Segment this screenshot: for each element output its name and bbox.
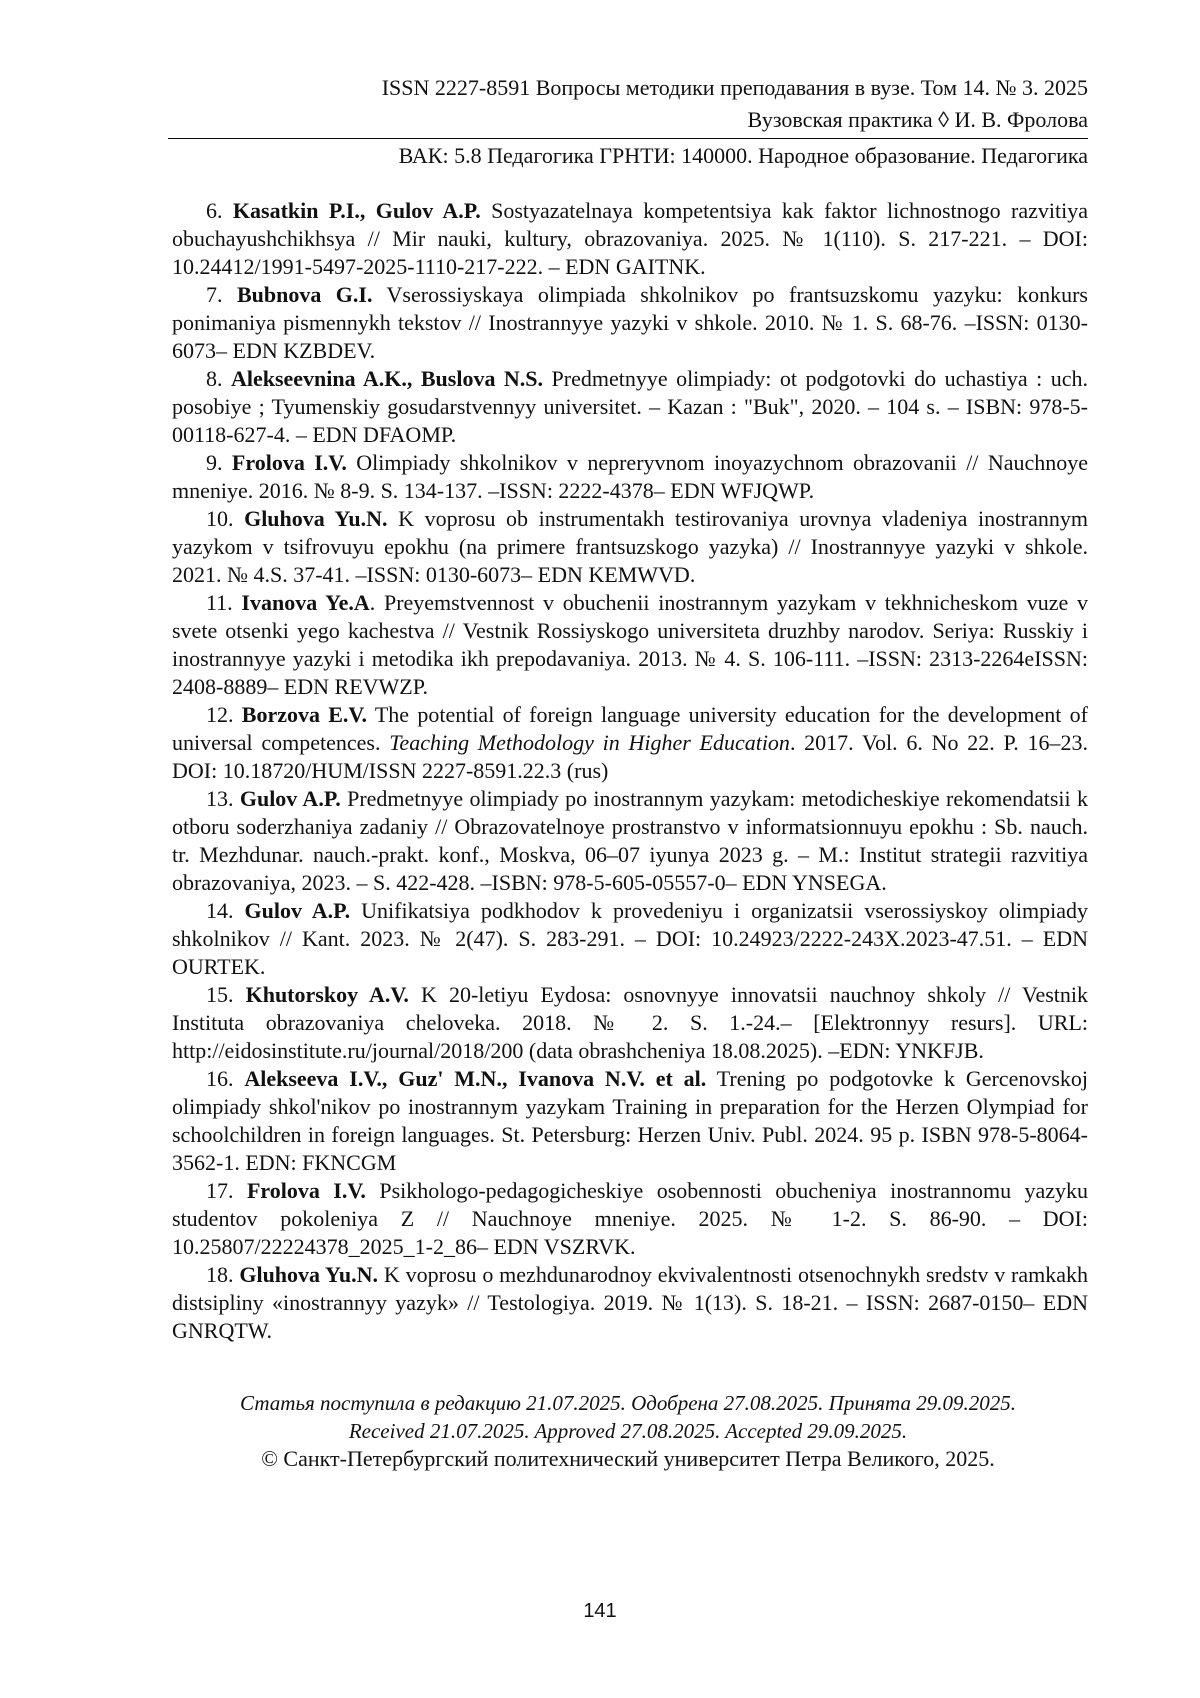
reference-item	[172, 1065, 1088, 1177]
reference-item	[172, 449, 1088, 505]
reference-text: Sostyazatelnaya kompetentsiya kak faktor lichnostnogo razvitiya obuchayushchikhsya // Mir nauki, kultury, obrazovaniya. 2025. № 1(110). S. 217-221. – DOI: 10.24412/1991-5497-2025-1110-217-222. – EDN GAITNK.	[172, 198, 1088, 279]
reference-text: The potential of foreign language university education for the development of universal competences.	[172, 702, 1088, 755]
header-divider	[168, 138, 1088, 139]
reference-text: Trening po podgotovke k Gercenovskoj olimpiady shkol'nikov po inostrannym yazykam Training in preparation for the Herzen Olympiad for schoolchildren in foreign languages. St. Petersburg: Herzen Univ. Publ. 2024. 95 p. ISBN 978-5-8064-3562-1. EDN: FKNCGM	[172, 1066, 1089, 1175]
reference-authors: Gluhova Yu.N.	[239, 1262, 379, 1287]
received-ru: Статья поступила в редакцию 21.07.2025. Одобрена 27.08.2025. Принята 29.09.2025.	[240, 1391, 1016, 1415]
journal-line: ISSN 2227-8591 Вопросы методики преподавания в вузе. Том 14. № 3. 2025	[381, 75, 1088, 100]
reference-text: Psikhologo-pedagogicheskiye osobennosti obucheniya inostrannomu yazyku studentov pokoleniya Z // Nauchnoye mneniye. 2025. № 1-2. S. 86-90. – DOI: 10.25807/22224378_2025_1-2_86– EDN VSZRVK.	[172, 1178, 1089, 1259]
reference-tail: . 2017. Vol. 6. No 22. P. 16–23. DOI: 10.18720/HUM/ISSN 2227-8591.22.3 (rus)	[172, 730, 1088, 783]
reference-number: 11.	[206, 590, 242, 615]
reference-text: Predmetnyye olimpiady po inostrannym yazykam: metodicheskiye rekomendatsii k otboru soderzhaniya zadaniy // Obrazovatelnoye prostranstvo v informatsionnuyu epokhu : Sb. nauch. tr. Mezhdunar. nauch.-prakt. konf., Moskva, 06–07 iyunya 2023 g. – M.: Institut strategii razvitiya obrazovaniya, 2023. – S. 422-428. –ISBN: 978-5-605-05557-0– EDN YNSEGA.	[172, 786, 1088, 895]
reference-authors: Alekseevnina A.K., Buslova N.S.	[230, 366, 544, 391]
reference-text: K voprosu ob instrumentakh testirovaniya urovnya vladeniya inostrannym yazykom v tsifrovuyu epokhu (na primere frantsuzskogo yazyka) // Inostrannyye yazyki v shkole. 2021. № 4.S. 37-41. –ISSN: 0130-6073– EDN KEMWVD.	[172, 506, 1089, 587]
reference-text: Predmetnyye olimpiady: ot podgotovki do uchastiya : uch. posobiye ; Tyumenskiy gosudarstvennyy universitet. – Kazan : "Buk", 2020. – 104 s. – ISBN: 978-5-00118-627-4. – EDN DFAOMP.	[172, 366, 1088, 447]
reference-number: 7.	[206, 282, 237, 307]
reference-item	[172, 981, 1088, 1065]
reference-authors: Frolova I.V.	[231, 450, 347, 475]
reference-text: K 20-letiyu Eydosa: osnovnyye innovatsii nauchnoy shkoly // Vestnik Instituta obrazovaniya cheloveka. 2018. № 2. S. 1.-24.– [Elektronnyy resurs]. URL: http://eidosinstitute.ru/journal/2018/200 (data obrashcheniya 18.08.2025). –EDN: YNKFJB.	[172, 982, 1089, 1063]
reference-number: 14.	[206, 898, 245, 923]
reference-authors: Gulov A.P.	[244, 898, 351, 923]
reference-item	[172, 505, 1088, 589]
reference-item	[172, 701, 1088, 785]
references-list	[172, 197, 1088, 1345]
reference-number: 9.	[206, 450, 232, 475]
reference-italic: Teaching Methodology in Higher Education	[389, 730, 790, 755]
reference-authors: Gulov A.P.	[239, 786, 341, 811]
reference-text: K voprosu o mezhdunarodnoy ekvivalentnosti otsenochnykh sredstv v ramkakh distsipliny «inostrannyy yazyk» // Testologiya. 2019. № 1(13). S. 18-21. – ISSN: 2687-0150– EDN GNRQTW.	[172, 1262, 1089, 1343]
reference-authors: Khutorskoy A.V.	[245, 982, 409, 1007]
copyright: © Санкт-Петербургский политехнический университет Петра Великого, 2025.	[261, 1446, 995, 1471]
reference-authors: Gluhova Yu.N.	[244, 506, 388, 531]
reference-item	[172, 785, 1088, 897]
reference-number: 13.	[206, 786, 240, 811]
reference-number: 16.	[206, 1066, 245, 1091]
received-en: Received 21.07.2025. Approved 27.08.2025. Accepted 29.09.2025.	[348, 1419, 908, 1443]
reference-authors: Alekseeva I.V., Guz' M.N., Ivanova N.V. et al.	[244, 1066, 707, 1091]
reference-item	[172, 897, 1088, 981]
reference-number: 8.	[206, 366, 231, 391]
reference-number: 12.	[206, 702, 242, 727]
reference-text: . Preyemstvennost v obuchenii inostrannym yazykam v tekhnicheskom vuze v svete otsenki yego kachestva // Vestnik Rossiyskogo universiteta druzhby narodov. Seriya: Russkiy i inostrannyye yazyki i metodika ikh prepodavaniya. 2013. № 4. S. 106-111. –ISSN: 2313-2264eISSN: 2408-8889– EDN REVWZP.	[172, 590, 1088, 699]
reference-text: Unifikatsiya podkhodov k provedeniyu i organizatsii vserossiyskoy olimpiady shkolnikov // Kant. 2023. № 2(47). S. 283-291. – DOI: 10.24923/2222-243X.2023-47.51. – EDN OURTEK.	[172, 898, 1089, 979]
reference-authors: Borzova E.V.	[241, 702, 367, 727]
reference-item	[172, 281, 1088, 365]
reference-authors: Frolova I.V.	[246, 1178, 366, 1203]
reference-authors: Kasatkin P.I., Gulov A.P.	[232, 198, 481, 223]
reference-item	[172, 1177, 1088, 1261]
running-header	[168, 72, 1088, 136]
reference-item	[172, 197, 1088, 281]
reference-authors: Ivanova Ye.A	[241, 590, 370, 615]
reference-number: 17.	[206, 1178, 247, 1203]
section-line: Вузовская практика ◊ И. В. Фролова	[747, 107, 1088, 132]
reference-number: 6.	[206, 198, 233, 223]
reference-item	[172, 365, 1088, 449]
reference-item	[172, 1261, 1088, 1345]
article-dates	[168, 1389, 1088, 1473]
reference-number: 15.	[206, 982, 246, 1007]
reference-text: Olimpiady shkolnikov v nepreryvnom inoyazychnom obrazovanii // Nauchnoye mneniye. 2016. № 8-9. S. 134-137. –ISSN: 2222-4378– EDN WFJQWP.	[172, 450, 1089, 503]
reference-authors: Bubnova G.I.	[236, 282, 373, 307]
classification-line: ВАК: 5.8 Педагогика ГРНТИ: 140000. Народное образование. Педагогика	[398, 143, 1088, 168]
reference-number: 18.	[206, 1262, 240, 1287]
page-number: 141	[583, 1600, 617, 1622]
reference-item	[172, 589, 1088, 701]
reference-number: 10.	[206, 506, 245, 531]
reference-text: Vserossiyskaya olimpiada shkolnikov po frantsuzskomu yazyku: konkurs ponimaniya pismennykh tekstov // Inostrannyye yazyki v shkole. 2010. № 1. S. 68-76. –ISSN: 0130-6073– EDN KZBDEV.	[172, 282, 1088, 363]
